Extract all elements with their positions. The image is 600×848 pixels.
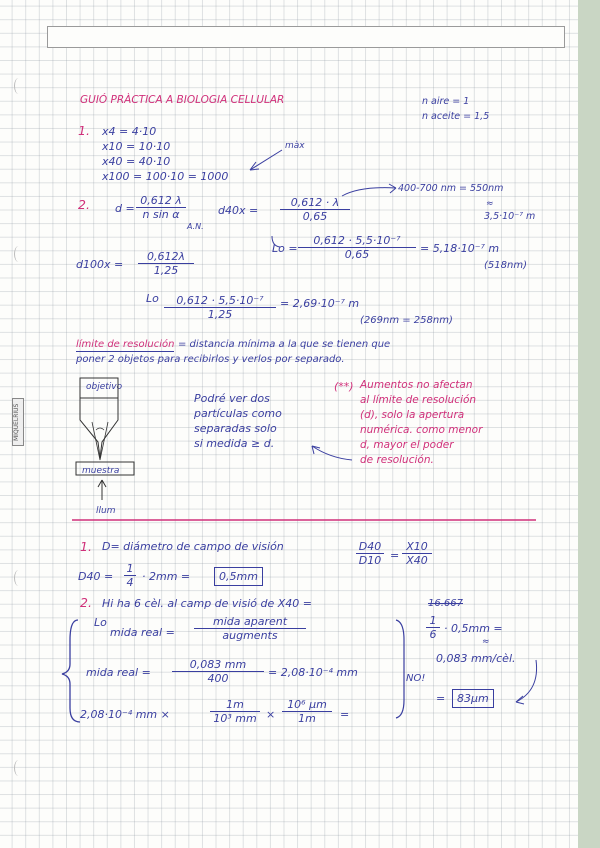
- final-prefix: =: [436, 692, 446, 705]
- conv-num2: 10⁶ μm: [282, 698, 332, 712]
- q2-number: 2.: [78, 197, 90, 212]
- calc2-den: 1,25: [207, 308, 233, 321]
- d-formula-num: 0,612 λ: [136, 194, 186, 208]
- p2-q1-number: 1.: [80, 539, 92, 554]
- conv-num1: 1m: [210, 698, 260, 712]
- d40-calc-den: 4: [126, 576, 134, 589]
- calc2-result: = 2,69·10⁻⁷ m: [280, 297, 360, 310]
- d40-num: 0,612 · λ: [280, 196, 350, 210]
- ratio-left-den: D10: [358, 554, 382, 567]
- d40-calc-mid: · 2mm =: [142, 570, 191, 583]
- ratio-eq: =: [390, 549, 400, 562]
- conv-den1: 10³ mm: [213, 712, 257, 725]
- lambda-range: 400-700 nm = 550nm: [398, 183, 504, 194]
- conv-den2: 1m: [298, 712, 316, 725]
- no-mark: NO!: [406, 673, 426, 684]
- side-approx: ≈: [482, 637, 490, 647]
- microscope-diagram: [76, 378, 134, 500]
- q1-line: x4 = 4·10: [102, 125, 157, 138]
- d-prefix: d =: [115, 202, 135, 215]
- note-left: partículas como: [194, 407, 282, 420]
- approx: ≈: [486, 199, 494, 209]
- page-edge: [578, 0, 600, 848]
- definition-term: límite de resolución: [76, 339, 175, 350]
- note-right: al límite de resolución: [360, 394, 477, 406]
- note-mark: (**): [334, 380, 354, 393]
- note-left: si medida ≥ d.: [194, 437, 275, 450]
- mr-num: 0,083 mm: [172, 658, 264, 672]
- d100-label: d100x =: [76, 258, 124, 271]
- note-right: (d), solo la apertura: [360, 409, 465, 421]
- side-den: 6: [429, 628, 437, 641]
- conv-prefix: 2,08·10⁻⁴ mm ×: [80, 708, 170, 721]
- struck-value: 16.667: [428, 598, 463, 609]
- side-num: 1: [426, 614, 440, 628]
- calc1-result: = 5,18·10⁻⁷ m: [420, 242, 500, 255]
- p2-q2-number: 2.: [80, 595, 92, 610]
- p2-q1-text: D= diámetro de campo de visión: [102, 540, 284, 553]
- definition-line: = distancia mínima a la que se tienen que: [178, 339, 391, 350]
- brand-label: MIQUELRIUS: [12, 398, 24, 446]
- conv-times: ×: [266, 708, 276, 721]
- sample-label: muestra: [82, 466, 120, 476]
- q1-line: x40 = 40·10: [102, 155, 171, 168]
- side-value: 0,083 mm/cèl.: [436, 652, 516, 665]
- n-oil: n aceite = 1,5: [422, 111, 490, 122]
- q1-line: x100 = 100·10 = 1000: [102, 170, 229, 183]
- calc1-prefix: Lo =: [272, 242, 298, 255]
- max-note: màx: [285, 141, 305, 151]
- p2-q2-text: Hi ha 6 cèl. al camp de visió de X40 =: [102, 597, 312, 610]
- n-air: n aire = 1: [422, 96, 470, 107]
- an-label: A.N.: [187, 222, 204, 231]
- note-left: separadas solo: [194, 422, 277, 435]
- objective-label: objetivo: [86, 382, 123, 392]
- mida-prefix: Lo: [94, 616, 107, 629]
- ratio-right-num: X10: [402, 540, 432, 554]
- mida-num: mida aparent: [194, 615, 306, 629]
- mr-result: = 2,08·10⁻⁴ mm: [268, 666, 358, 679]
- calc1-nm: (518nm): [484, 260, 527, 271]
- calc2-prefix: Lo: [146, 292, 159, 305]
- ratio-left-num: D40: [356, 540, 384, 554]
- calc1-num: 0,612 · 5,5·10⁻⁷: [298, 234, 416, 248]
- note-right: de resolución.: [360, 454, 434, 466]
- calc2-num: 0,612 · 5,5·10⁻⁷: [164, 294, 276, 308]
- d100-den: 1,25: [153, 264, 179, 277]
- conv-eq: =: [340, 708, 350, 721]
- page-title: GUIÓ PRÀCTICA A BIOLOGIA CELLULAR: [80, 94, 285, 106]
- definition-line: poner 2 objetos para recibirlos y verlos por separado.: [76, 354, 345, 365]
- note-left: Podré ver dos: [194, 392, 270, 405]
- mr-label: mida real =: [86, 666, 151, 679]
- ratio-right-den: X40: [406, 554, 428, 567]
- side-mid: · 0,5mm =: [444, 622, 503, 635]
- q1-line: x10 = 10·10: [102, 140, 171, 153]
- mr-den: 400: [207, 672, 229, 685]
- arrow: [342, 188, 396, 196]
- brace: [62, 620, 80, 722]
- light-label: llum: [96, 506, 116, 516]
- mida-den: augments: [222, 629, 278, 642]
- mida-label: mida real =: [110, 626, 175, 639]
- d-formula-den: n sin α: [142, 208, 180, 221]
- d40-label: d40x =: [218, 204, 259, 217]
- d40-den: 0,65: [302, 210, 328, 223]
- note-right: Aumentos no afectan: [360, 379, 473, 391]
- calc1-den: 0,65: [344, 248, 370, 261]
- d40-calc-result: 0,5mm: [214, 567, 263, 586]
- q1-number: 1.: [78, 123, 90, 138]
- lambda-value: 3,5·10⁻⁷ m: [484, 211, 536, 222]
- d40-calc-num: 1: [124, 562, 136, 576]
- note-right: numérica. como menor: [360, 424, 483, 436]
- final-value: 83μm: [452, 689, 494, 708]
- note-right: d, mayor el poder: [360, 439, 454, 451]
- arrow: [250, 150, 282, 170]
- d40-calc-prefix: D40 =: [78, 570, 114, 583]
- d100-num: 0,612λ: [138, 250, 194, 264]
- calc2-nm: (269nm = 258nm): [360, 315, 453, 326]
